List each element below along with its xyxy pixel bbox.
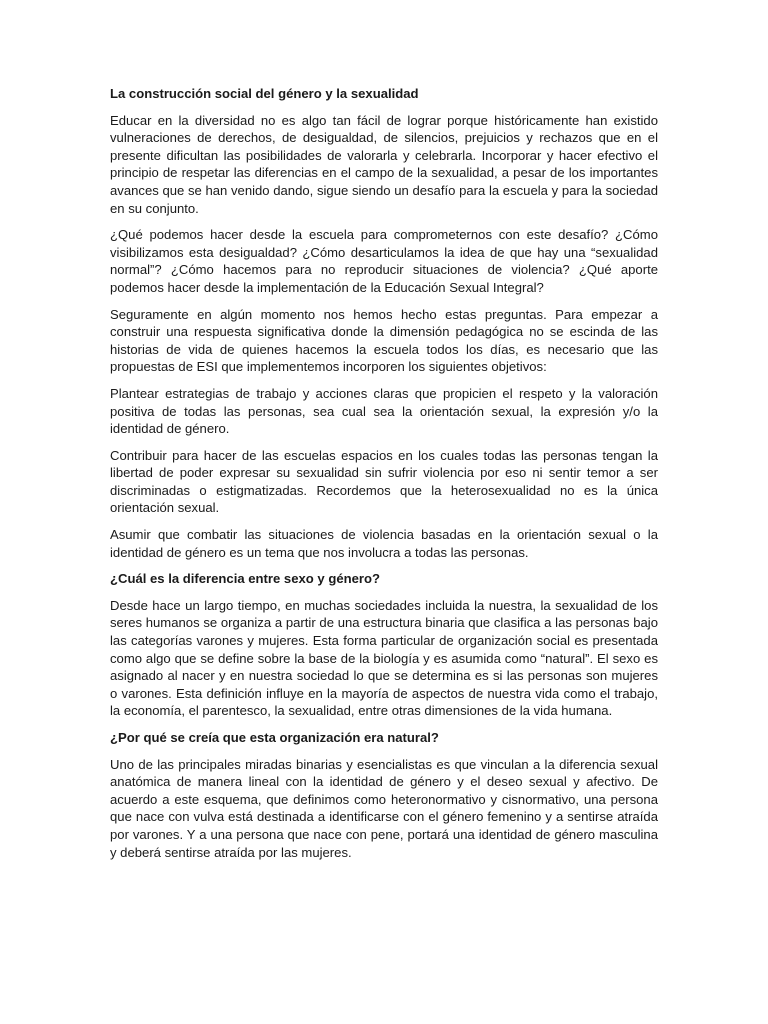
document-title: La construcción social del género y la sexualidad xyxy=(110,86,419,101)
paragraph-intro: Educar en la diversidad no es algo tan fácil de lograr porque históricamente han existido vulneraciones de derechos, de desigualdad, de silencios, prejuicios y rechazos que en el presente dificultan las posibilidades de valorarla y celebrarla. Incorporar y hacer efectivo el principio de respetar las diferencias en el campo de la sexualidad, a pesar de los importantes avances que se han venido dando, sigue siendo un desafío para la escuela y para la sociedad en su conjunto. xyxy=(110,112,658,216)
paragraph-natural: Uno de las principales miradas binarias y esencialistas es que vinculan a la diferencia sexual anatómica de manera lineal con la identidad de género y el deseo sexual y afectivo. De acuerdo a este esquema, que definimos como heteronormativo y cisnormativo, una persona que nace con vulva está destinada a identificarse con el género femenino y a sentirse atraída por varones. Y a una persona que nace con pene, portará una identidad de género masculina y deberá sentirse atraída por las mujeres. xyxy=(110,756,658,860)
paragraph-objective-3: Asumir que combatir las situaciones de violencia basadas en la orientación sexual o la identidad de género es un tema que nos involucra a todas las personas. xyxy=(110,527,658,560)
section-heading-sexo-genero: ¿Cuál es la diferencia entre sexo y género? xyxy=(110,571,380,587)
section-heading-natural: ¿Por qué se creía que esta organización era natural? xyxy=(110,730,439,745)
paragraph-objective-1: Plantear estrategias de trabajo y acciones claras que propicien el respeto y la valoración positiva de todas las personas, sea cual sea la orientación sexual, la expresión y/o la identidad de género. xyxy=(110,385,658,437)
paragraph-objective-2: Contribuir para hacer de las escuelas espacios en los cuales todas las personas tengan la libertad de poder expresar su sexualidad sin sufrir violencia por eso ni sentir temor a ser discriminadas o estigmatizadas. Recordemos que la heterosexualidad no es la única orientación sexual. xyxy=(110,447,658,516)
document-page xyxy=(110,80,658,870)
paragraph-objectives-intro: Seguramente en algún momento nos hemos hecho estas preguntas. Para empezar a construir una respuesta significativa donde la dimensión pedagógica no se escinda de las historias de vida de quienes hacemos la escuela todos los días, es necesario que las propuestas de ESI que implementemos incorporen los siguientes objetivos: xyxy=(110,306,658,375)
paragraph-questions: ¿Qué podemos hacer desde la escuela para comprometernos con este desafío? ¿Cómo visibilizamos esta desigualdad? ¿Cómo desarticulamos la idea de que hay una “sexualidad normal”? ¿Cómo hacemos para no reproducir situaciones de violencia? ¿Qué aporte podemos hacer desde la implementación de la Educación Sexual Integral? xyxy=(110,227,658,295)
paragraph-sexo-genero: Desde hace un largo tiempo, en muchas sociedades incluida la nuestra, la sexualidad de los seres humanos se organiza a partir de una estructura binaria que clasifica a las personas bajo las categorías varones y mujeres. Esta forma particular de organización social es presentada como algo que se define sobre la base de la biología y es asumida como “natural”. El sexo es asignado al nacer y en nuestra sociedad lo que se determina es si las personas son mujeres o varones. Esta definición influye en la mayoría de aspectos de nuestra vida como el trabajo, la economía, el parentesco, la sexualidad, entre otras dimensiones de la vida humana. xyxy=(110,597,658,719)
